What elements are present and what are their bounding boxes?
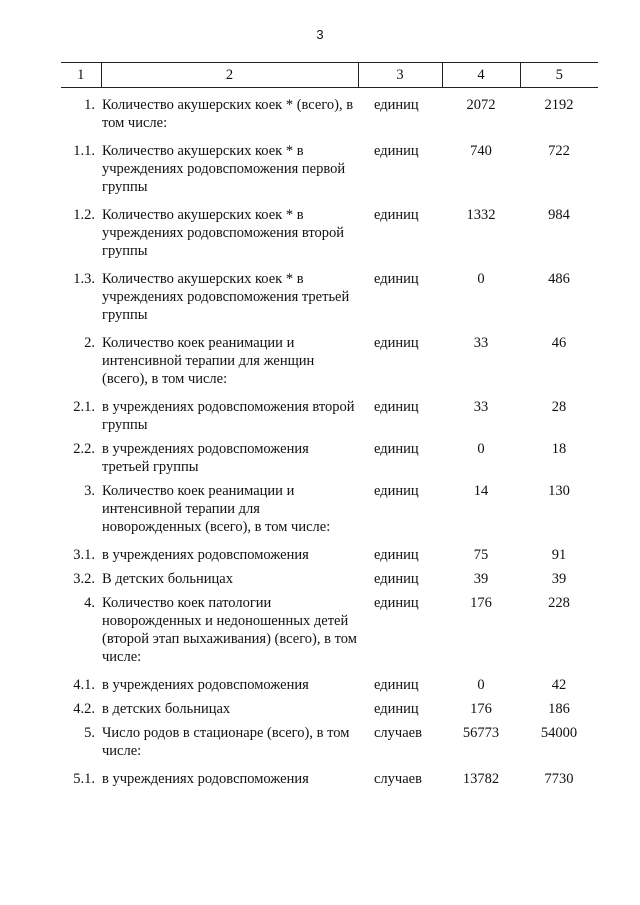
row-unit: случаев — [374, 725, 422, 741]
row-value-col5: 130 — [548, 483, 570, 499]
row-value-col4: 176 — [470, 701, 492, 717]
row-value-col5: 984 — [548, 207, 570, 223]
row-number: 5. — [84, 725, 95, 741]
page-number: 3 — [316, 27, 324, 42]
table-row — [61, 546, 598, 570]
row-value-col5: 46 — [551, 335, 567, 351]
row-value-col5: 7730 — [544, 771, 574, 787]
table-row — [61, 398, 598, 440]
row-number: 1.1. — [73, 143, 95, 159]
row-name: Число родов в стационаре (всего), в том числе: — [102, 725, 350, 759]
row-unit: единиц — [374, 483, 419, 499]
row-number: 2.1. — [73, 399, 95, 415]
row-value-col5: 54000 — [540, 725, 578, 741]
row-value-col4: 0 — [477, 677, 485, 693]
row-number: 4.1. — [73, 677, 95, 693]
row-number: 2. — [84, 335, 95, 351]
row-value-col5: 722 — [548, 143, 570, 159]
row-unit: единиц — [374, 595, 419, 611]
table-row — [61, 270, 598, 334]
table-row — [61, 142, 598, 206]
row-value-col5: 228 — [548, 595, 570, 611]
row-unit: единиц — [374, 701, 419, 717]
row-value-col5: 186 — [548, 701, 570, 717]
table-row — [61, 570, 598, 594]
row-name: в учреждениях родовспоможения — [102, 677, 309, 693]
table-row — [61, 770, 598, 794]
row-number: 3.1. — [73, 547, 95, 563]
row-value-col5: 39 — [551, 571, 567, 587]
row-value-col5: 18 — [551, 441, 567, 457]
row-value-col5: 42 — [551, 677, 567, 693]
table-header — [61, 63, 598, 88]
row-value-col4: 33 — [473, 335, 489, 351]
row-value-col4: 0 — [477, 441, 485, 457]
row-name: Количество акушерских коек * (всего), в том числе: — [102, 97, 354, 131]
row-value-col5: 91 — [551, 547, 567, 563]
row-unit: единиц — [374, 97, 419, 113]
row-value-col4: 39 — [473, 571, 489, 587]
table-row — [61, 482, 598, 546]
header-col-2: 2 — [101, 63, 358, 88]
row-unit: единиц — [374, 335, 419, 351]
row-name: в детских больницах — [102, 701, 231, 717]
table-row — [61, 700, 598, 724]
row-value-col5: 28 — [551, 399, 567, 415]
table-row — [61, 440, 598, 482]
row-number: 4. — [84, 595, 95, 611]
row-name: Количество коек реанимации и интенсивной терапии для женщин (всего), в том числе: — [102, 335, 315, 387]
row-unit: единиц — [374, 677, 419, 693]
row-name: Количество акушерских коек * в учреждениях родовспоможения третьей группы — [102, 271, 350, 323]
header-col-4: 4 — [442, 63, 520, 88]
table-row — [61, 334, 598, 398]
table-row — [61, 724, 598, 770]
table-row — [61, 594, 598, 676]
row-value-col4: 1332 — [466, 207, 496, 223]
row-number: 4.2. — [73, 701, 95, 717]
row-name: в учреждениях родовспоможения — [102, 771, 309, 787]
row-unit: единиц — [374, 207, 419, 223]
row-unit: единиц — [374, 547, 419, 563]
row-name: Количество акушерских коек * в учреждениях родовспоможения второй группы — [102, 207, 345, 259]
header-col-3: 3 — [358, 63, 442, 88]
row-unit: единиц — [374, 441, 419, 457]
row-value-col4: 13782 — [462, 771, 500, 787]
data-table — [61, 62, 598, 794]
row-unit: единиц — [374, 143, 419, 159]
row-name: Количество коек патологии новорожденных и недоношенных детей (второй этап выхаживания) (всего), в том числе: — [102, 595, 357, 665]
table-row — [61, 206, 598, 270]
header-col-5: 5 — [520, 63, 598, 88]
row-name: в учреждениях родовспоможения третьей группы — [102, 441, 309, 475]
row-number: 3.2. — [73, 571, 95, 587]
row-number: 2.2. — [73, 441, 95, 457]
row-number: 1. — [84, 97, 95, 113]
row-name: в учреждениях родовспоможения второй группы — [102, 399, 355, 433]
row-number: 3. — [84, 483, 95, 499]
row-name: в учреждениях родовспоможения — [102, 547, 309, 563]
row-value-col4: 56773 — [462, 725, 500, 741]
row-value-col4: 14 — [473, 483, 489, 499]
row-value-col4: 2072 — [466, 97, 496, 113]
row-value-col4: 33 — [473, 399, 489, 415]
header-col-1: 1 — [61, 63, 101, 88]
row-number: 1.2. — [73, 207, 95, 223]
row-name: Количество акушерских коек * в учреждениях родовспоможения первой группы — [102, 143, 346, 195]
row-value-col4: 740 — [470, 143, 492, 159]
row-value-col4: 75 — [473, 547, 489, 563]
table-body — [61, 88, 598, 795]
row-name: В детских больницах — [102, 571, 233, 587]
row-number: 5.1. — [73, 771, 95, 787]
table-row — [61, 676, 598, 700]
row-value-col5: 486 — [548, 271, 570, 287]
row-value-col4: 176 — [470, 595, 492, 611]
row-number: 1.3. — [73, 271, 95, 287]
row-value-col5: 2192 — [544, 97, 574, 113]
row-value-col4: 0 — [477, 271, 485, 287]
row-unit: случаев — [374, 771, 422, 787]
row-unit: единиц — [374, 399, 419, 415]
table-row — [61, 88, 598, 143]
row-name: Количество коек реанимации и интенсивной терапии для новорожденных (всего), в том числе: — [102, 483, 331, 535]
row-unit: единиц — [374, 571, 419, 587]
row-unit: единиц — [374, 271, 419, 287]
